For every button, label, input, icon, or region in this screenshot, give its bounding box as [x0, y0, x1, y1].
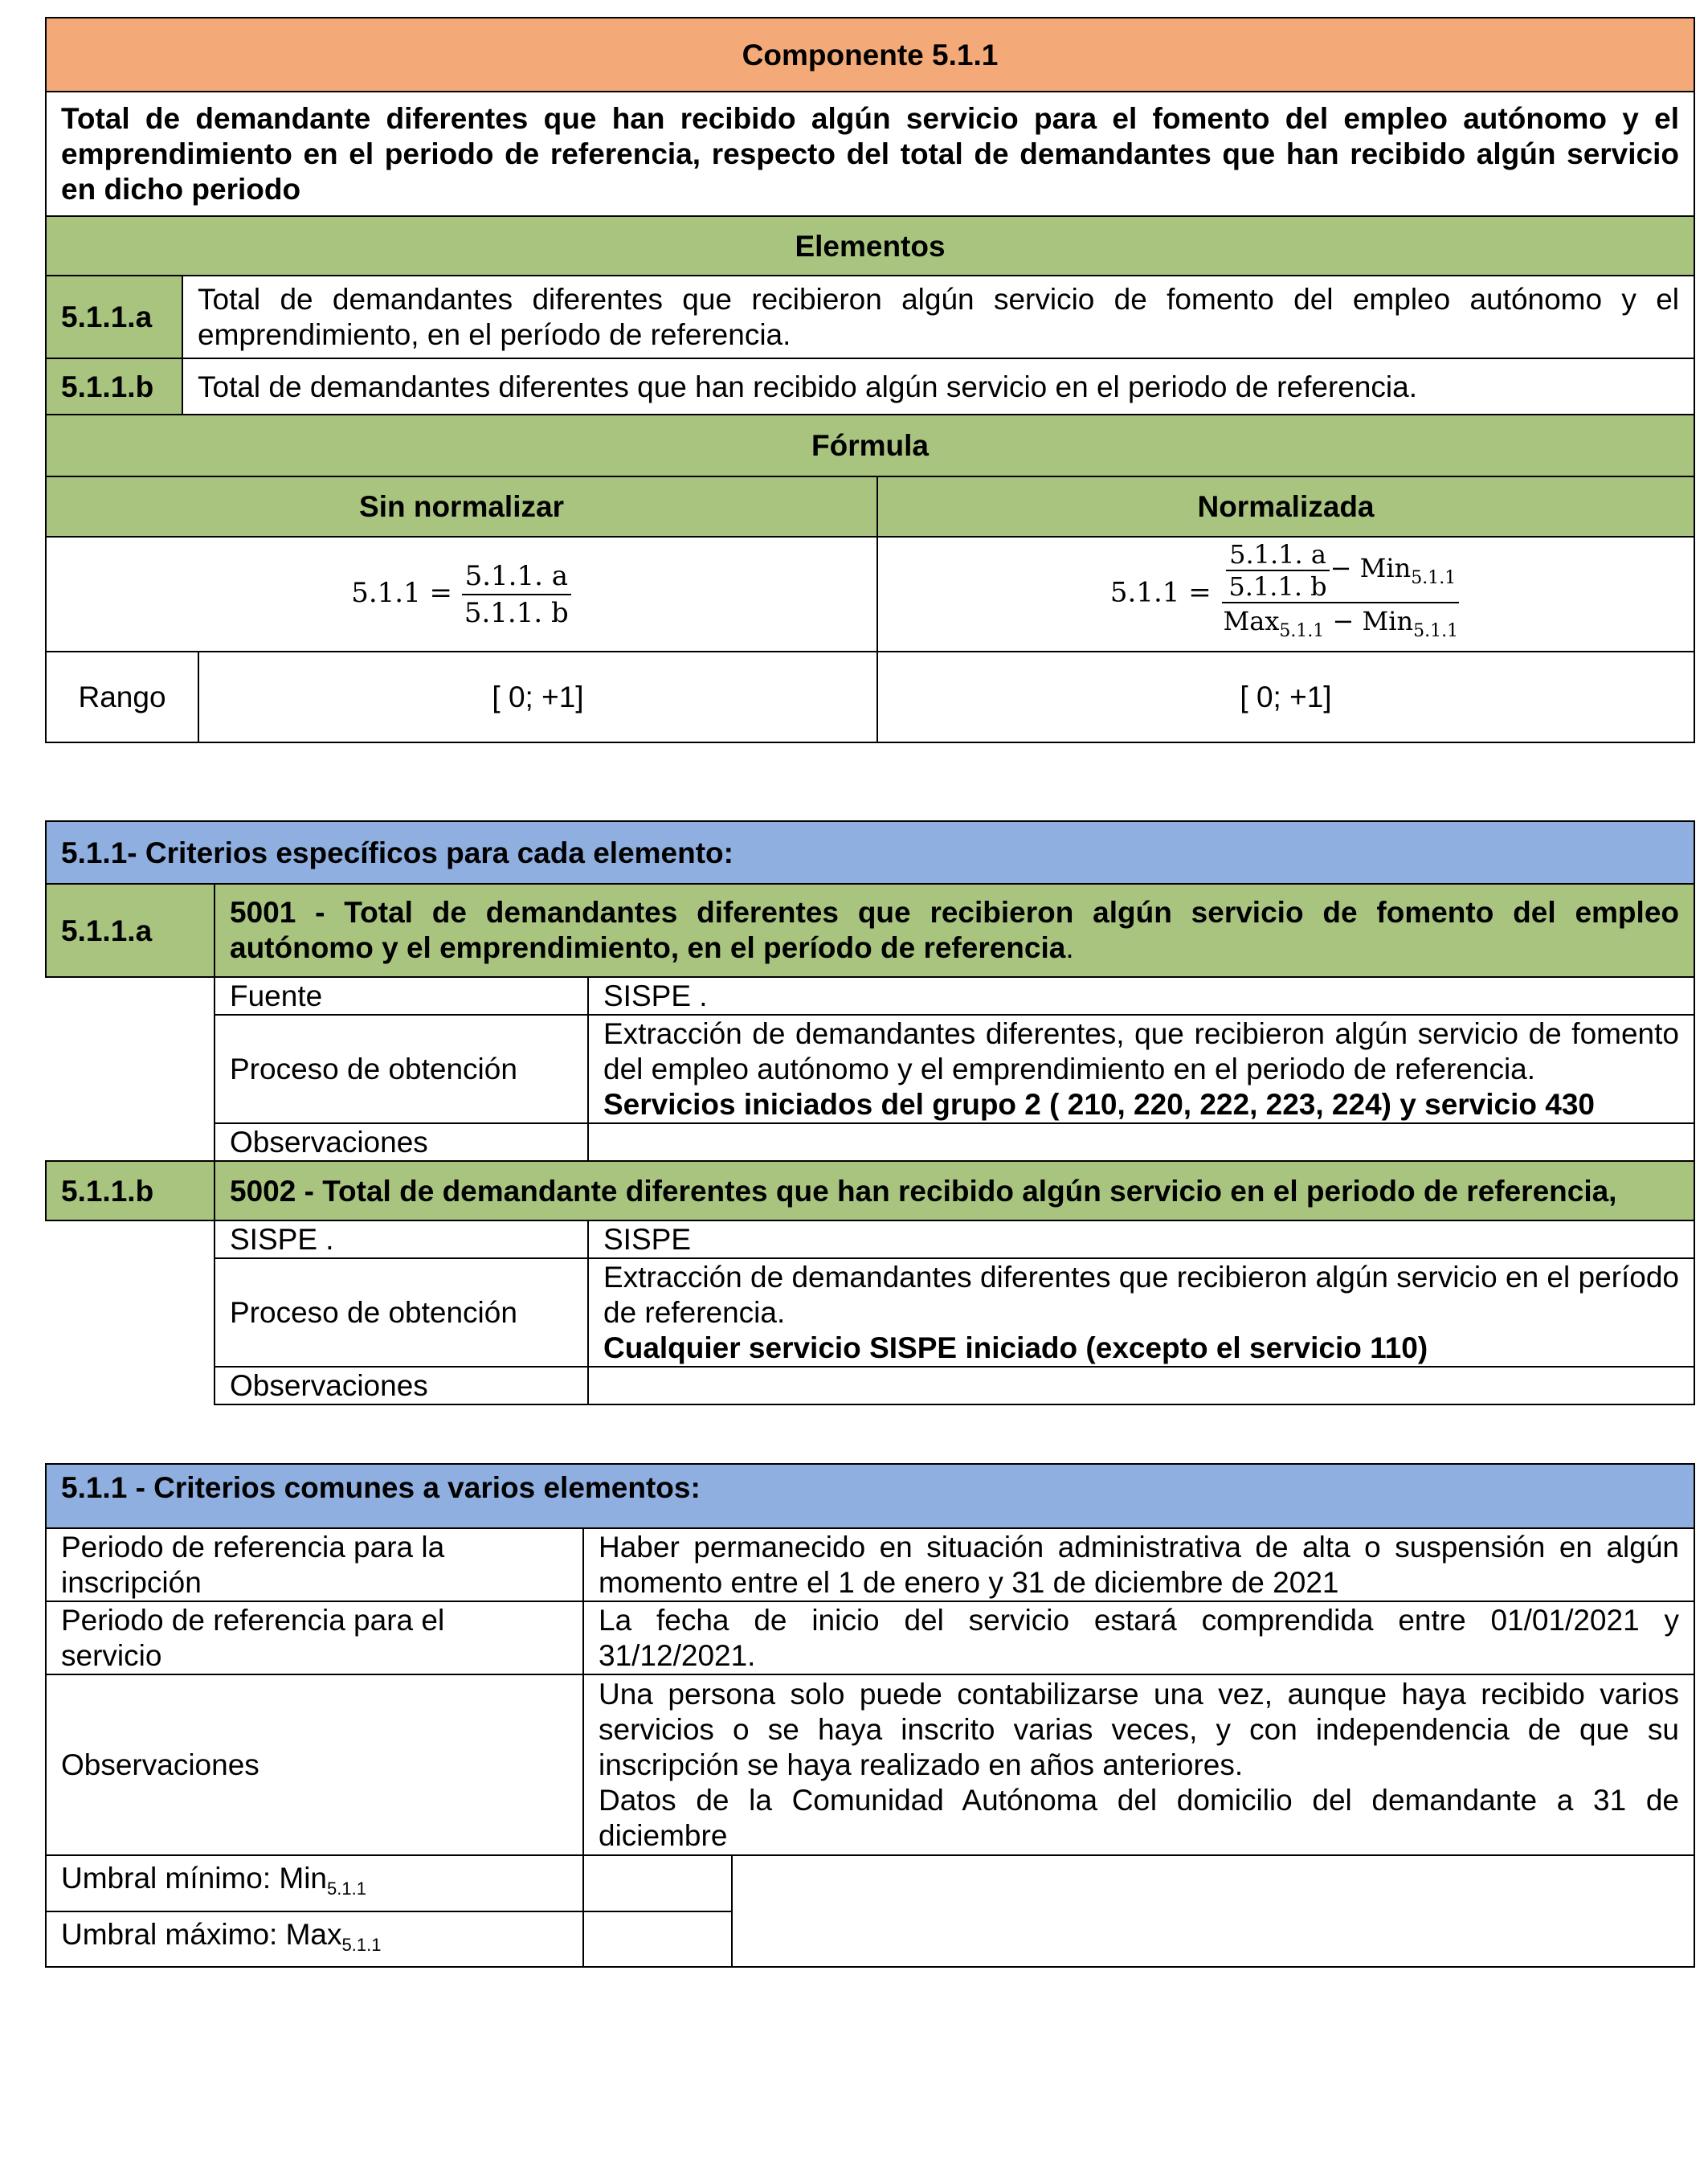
criteria-row-value	[588, 1015, 1694, 1123]
common-row-value: La fecha de inicio del servicio estará comprendida entre 01/01/2021 y 31/12/2021.	[583, 1601, 1694, 1674]
criteria-row-text: Extracción de demandantes diferentes que recibieron algún servicio en el período de referencia.	[603, 1260, 1679, 1329]
specific-criteria-table	[45, 820, 1695, 1405]
umbral-minimo-value	[583, 1855, 732, 1911]
spacer	[46, 1123, 215, 1161]
formula-numerator: 5.1.1. a	[462, 560, 571, 595]
specific-criteria-header: 5.1.1- Criterios específicos para cada elemento:	[46, 821, 1694, 884]
component-table	[45, 17, 1695, 743]
criteria-row-value	[588, 1123, 1694, 1161]
elements-header: Elementos	[46, 216, 1694, 276]
formula-lhs: 5.1.1 =	[1109, 576, 1212, 609]
common-row-value: Haber permanecido en situación administrativa de alta o suspensión en algún momento entre el 1 de enero y 31 de diciembre de 2021	[583, 1528, 1694, 1601]
umbral-blank	[732, 1855, 1694, 1967]
criteria-item-code: 5.1.1.b	[46, 1161, 215, 1220]
criteria-row-label: Observaciones	[215, 1367, 588, 1404]
spacer	[46, 1258, 215, 1367]
criteria-row-bold-text: Servicios iniciados del grupo 2 ( 210, 220, 222, 223, 224) y servicio 430	[603, 1087, 1596, 1121]
spacer	[46, 1015, 215, 1123]
criteria-item-title: 5001 - Total de demandantes diferentes que recibieron algún servicio de fomento del empleo autónomo y el emprendimiento, en el período de referencia.	[215, 884, 1694, 977]
formula-normalized	[877, 537, 1694, 652]
spacer	[46, 1367, 215, 1404]
formula-inner-numerator: 5.1.1. a	[1226, 541, 1330, 571]
common-criteria-table	[45, 1463, 1695, 1968]
common-row-text: Datos de la Comunidad Autónoma del domicilio del demandante a 31 de diciembre	[599, 1783, 1679, 1852]
criteria-row-label: Fuente	[215, 977, 588, 1015]
common-row-text: Una persona solo puede contabilizarse una vez, aunque haya recibido varios servicios o se haya inscrito varias veces, y con independencia de que su inscripción se haya realizado en años anteriores.	[599, 1677, 1679, 1781]
umbral-maximo-value	[583, 1911, 732, 1967]
criteria-item-title: 5002 - Total de demandante diferentes que han recibido algún servicio en el periodo de referencia,	[215, 1161, 1694, 1220]
formula-inner-fraction	[1225, 541, 1330, 600]
element-text: Total de demandantes diferentes que han recibido algún servicio en el periodo de referencia.	[182, 358, 1694, 415]
criteria-row-text: Extracción de demandantes diferentes, que recibieron algún servicio de fomento del empleo autónomo y el emprendimiento en el periodo de referencia.	[603, 1016, 1679, 1085]
criteria-item-code: 5.1.1.a	[46, 884, 215, 977]
criteria-row-value: SISPE .	[588, 977, 1694, 1015]
formula-denominator: 5.1.1. b	[464, 596, 569, 629]
element-text: Total de demandantes diferentes que recibieron algún servicio de fomento del empleo autónomo y el emprendimiento, en el período de referencia.	[182, 276, 1694, 358]
spacer	[46, 977, 215, 1015]
formula-outer-numerator	[1222, 541, 1459, 603]
common-row-label: Periodo de referencia para la inscripción	[46, 1528, 583, 1601]
criteria-row-label: SISPE .	[215, 1220, 588, 1258]
formula-fraction	[461, 560, 572, 629]
formula-unnormalized	[46, 537, 877, 652]
criteria-row-value: SISPE	[588, 1220, 1694, 1258]
spacer	[46, 1220, 215, 1258]
common-row-label: Observaciones	[46, 1674, 583, 1855]
formula-header: Fórmula	[46, 415, 1694, 476]
element-code: 5.1.1.a	[46, 276, 182, 358]
criteria-row-label: Observaciones	[215, 1123, 588, 1161]
formula-minus-min: − Min$_{5.1.1}$	[1330, 553, 1457, 588]
rango-label: Rango	[46, 652, 198, 742]
criteria-row-bold-text: Cualquier servicio SISPE iniciado (excepto el servicio 110)	[603, 1331, 1428, 1364]
common-criteria-header: 5.1.1 - Criterios comunes a varios elementos:	[46, 1464, 1694, 1528]
component-title: Componente 5.1.1	[46, 18, 1694, 92]
criteria-row-label: Proceso de obtención	[215, 1258, 588, 1367]
formula-fraction-outer	[1220, 541, 1462, 648]
formula-inner-denominator: 5.1.1. b	[1228, 571, 1327, 602]
formula-col-sin-normalizar: Sin normalizar	[46, 476, 877, 537]
umbral-maximo-label: Umbral máximo: Max$_{5.1.1}$	[46, 1911, 583, 1967]
formula-outer-denominator: Max$_{5.1.1}$ − Min$_{5.1.1}$	[1223, 606, 1459, 641]
element-code: 5.1.1.b	[46, 358, 182, 415]
criteria-row-label: Proceso de obtención	[215, 1015, 588, 1123]
common-row-label: Periodo de referencia para el servicio	[46, 1601, 583, 1674]
formula-col-normalizada: Normalizada	[877, 476, 1694, 537]
criteria-row-value	[588, 1258, 1694, 1367]
formula-lhs: 5.1.1 =	[351, 576, 453, 609]
criteria-row-value	[588, 1367, 1694, 1404]
rango-value-normalized: [ 0; +1]	[877, 652, 1694, 742]
rango-value-unnormalized: [ 0; +1]	[198, 652, 877, 742]
common-row-value	[583, 1674, 1694, 1855]
umbral-minimo-label: Umbral mínimo: Min$_{5.1.1}$	[46, 1855, 583, 1911]
component-description: Total de demandante diferentes que han recibido algún servicio para el fomento del empleo autónomo y el emprendimiento en el periodo de referencia, respecto del total de demandantes que han recibido algún servicio en dicho periodo	[46, 92, 1694, 216]
